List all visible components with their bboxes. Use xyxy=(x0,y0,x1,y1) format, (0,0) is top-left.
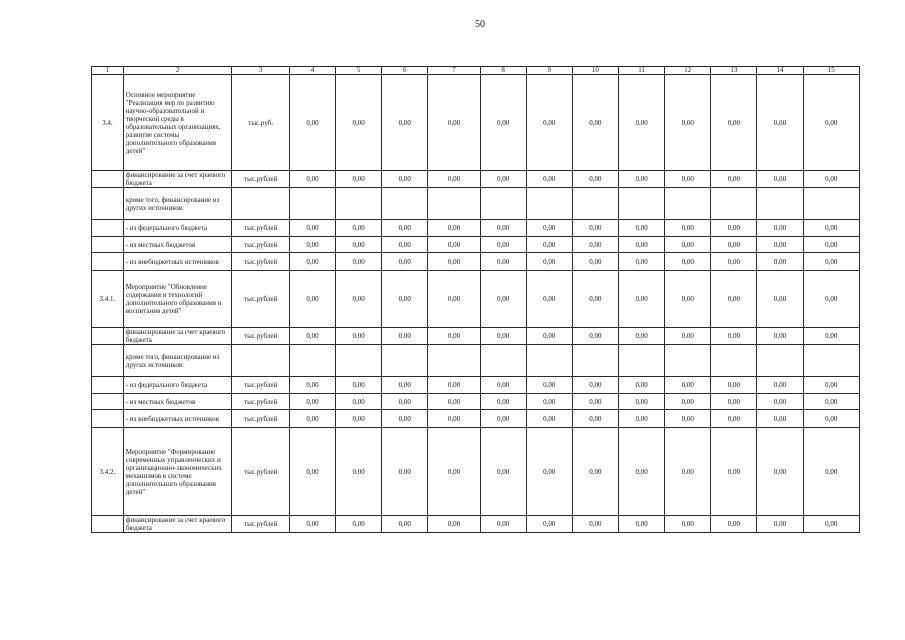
value-cell: 0,00 xyxy=(382,516,428,533)
value-cell: 0,00 xyxy=(619,516,665,533)
value-cell: 0,00 xyxy=(526,220,572,237)
value-cell: 0,00 xyxy=(480,328,526,345)
value-cell: 0,00 xyxy=(619,428,665,516)
column-header: 11 xyxy=(619,67,665,75)
value-cell: 0,00 xyxy=(619,377,665,394)
row-unit: тыс.рублей xyxy=(232,237,289,253)
value-cell: 0,00 xyxy=(665,220,711,237)
value-cell xyxy=(572,188,618,220)
value-cell xyxy=(480,345,526,377)
row-unit xyxy=(232,345,289,377)
value-cell: 0,00 xyxy=(665,410,711,428)
value-cell: 0,00 xyxy=(289,516,335,533)
value-cell: 0,00 xyxy=(711,377,757,394)
value-cell: 0,00 xyxy=(336,428,382,516)
row-name: Мероприятие "Обновление содержания и технологий дополнительного образования и воспитания детей" xyxy=(123,271,232,328)
value-cell: 0,00 xyxy=(480,171,526,188)
value-cell: 0,00 xyxy=(572,410,618,428)
value-cell: 0,00 xyxy=(757,220,803,237)
column-header: 12 xyxy=(665,67,711,75)
value-cell: 0,00 xyxy=(480,253,526,271)
value-cell: 0,00 xyxy=(336,220,382,237)
value-cell xyxy=(803,345,859,377)
value-cell xyxy=(428,188,480,220)
value-cell: 0,00 xyxy=(757,377,803,394)
row-name: Мероприятие "Формирование современных управленческих и организационно-экономических механизмов в системе дополнительного образования детей" xyxy=(123,428,232,516)
value-cell: 0,00 xyxy=(526,377,572,394)
value-cell: 0,00 xyxy=(665,328,711,345)
row-unit: тыс.руб. xyxy=(232,75,289,171)
table-row xyxy=(92,377,860,394)
value-cell: 0,00 xyxy=(572,516,618,533)
value-cell: 0,00 xyxy=(336,394,382,410)
value-cell: 0,00 xyxy=(803,253,859,271)
row-name: финансирование за счет краевого бюджета xyxy=(123,171,232,188)
value-cell: 0,00 xyxy=(526,428,572,516)
value-cell: 0,00 xyxy=(619,271,665,328)
value-cell: 0,00 xyxy=(289,220,335,237)
value-cell: 0,00 xyxy=(619,328,665,345)
value-cell: 0,00 xyxy=(382,75,428,171)
row-number xyxy=(92,237,124,253)
value-cell xyxy=(803,188,859,220)
row-number: 3.4. xyxy=(92,75,124,171)
value-cell: 0,00 xyxy=(480,237,526,253)
row-name: финансирование за счет краевого бюджета xyxy=(123,516,232,533)
page-number: 50 xyxy=(475,19,485,30)
value-cell: 0,00 xyxy=(619,237,665,253)
row-unit: тыс.рублей xyxy=(232,271,289,328)
row-number xyxy=(92,516,124,533)
column-header: 4 xyxy=(289,67,335,75)
value-cell: 0,00 xyxy=(336,75,382,171)
row-unit: тыс.рублей xyxy=(232,377,289,394)
value-cell: 0,00 xyxy=(526,237,572,253)
column-header: 13 xyxy=(711,67,757,75)
value-cell: 0,00 xyxy=(428,394,480,410)
table-row xyxy=(92,188,860,220)
table-row xyxy=(92,410,860,428)
value-cell: 0,00 xyxy=(289,237,335,253)
value-cell: 0,00 xyxy=(480,516,526,533)
value-cell xyxy=(480,188,526,220)
value-cell: 0,00 xyxy=(757,428,803,516)
value-cell: 0,00 xyxy=(428,377,480,394)
value-cell: 0,00 xyxy=(757,410,803,428)
value-cell: 0,00 xyxy=(289,253,335,271)
value-cell: 0,00 xyxy=(572,253,618,271)
value-cell xyxy=(382,188,428,220)
value-cell: 0,00 xyxy=(382,377,428,394)
value-cell: 0,00 xyxy=(711,171,757,188)
value-cell: 0,00 xyxy=(803,75,859,171)
value-cell xyxy=(336,345,382,377)
value-cell xyxy=(711,345,757,377)
row-number xyxy=(92,345,124,377)
column-header: 15 xyxy=(803,67,859,75)
value-cell: 0,00 xyxy=(711,428,757,516)
value-cell: 0,00 xyxy=(480,394,526,410)
value-cell: 0,00 xyxy=(803,271,859,328)
column-header: 5 xyxy=(336,67,382,75)
value-cell: 0,00 xyxy=(757,171,803,188)
value-cell: 0,00 xyxy=(757,394,803,410)
table-row xyxy=(92,328,860,345)
value-cell: 0,00 xyxy=(619,253,665,271)
value-cell: 0,00 xyxy=(382,394,428,410)
row-unit: тыс.рублей xyxy=(232,328,289,345)
column-header: 1 xyxy=(92,67,124,75)
column-header: 8 xyxy=(480,67,526,75)
value-cell: 0,00 xyxy=(665,171,711,188)
value-cell: 0,00 xyxy=(619,394,665,410)
value-cell: 0,00 xyxy=(665,394,711,410)
column-header: 14 xyxy=(757,67,803,75)
value-cell: 0,00 xyxy=(382,171,428,188)
value-cell: 0,00 xyxy=(757,271,803,328)
table-row xyxy=(92,516,860,533)
value-cell: 0,00 xyxy=(757,75,803,171)
row-name: - из федерального бюджета xyxy=(123,377,232,394)
row-name: финансирование за счет краевого бюджета xyxy=(123,328,232,345)
value-cell: 0,00 xyxy=(289,75,335,171)
row-unit: тыс.рублей xyxy=(232,253,289,271)
table-row xyxy=(92,171,860,188)
row-unit: тыс.рублей xyxy=(232,220,289,237)
value-cell xyxy=(428,345,480,377)
row-number: 3.4.1. xyxy=(92,271,124,328)
table-row xyxy=(92,394,860,410)
value-cell: 0,00 xyxy=(572,75,618,171)
value-cell: 0,00 xyxy=(428,253,480,271)
value-cell: 0,00 xyxy=(428,237,480,253)
value-cell: 0,00 xyxy=(572,428,618,516)
row-unit: тыс.рублей xyxy=(232,410,289,428)
value-cell: 0,00 xyxy=(572,394,618,410)
value-cell: 0,00 xyxy=(289,428,335,516)
value-cell: 0,00 xyxy=(336,328,382,345)
row-name: кроме того, финансирование из других источников: xyxy=(123,188,232,220)
row-unit: тыс.рублей xyxy=(232,394,289,410)
value-cell: 0,00 xyxy=(428,220,480,237)
value-cell xyxy=(757,188,803,220)
row-name: кроме того, финансирование из других источников: xyxy=(123,345,232,377)
value-cell: 0,00 xyxy=(336,271,382,328)
value-cell: 0,00 xyxy=(480,410,526,428)
value-cell: 0,00 xyxy=(711,516,757,533)
table-row xyxy=(92,253,860,271)
value-cell xyxy=(665,188,711,220)
value-cell: 0,00 xyxy=(711,271,757,328)
value-cell: 0,00 xyxy=(480,377,526,394)
table-body xyxy=(92,67,860,533)
value-cell: 0,00 xyxy=(572,377,618,394)
value-cell: 0,00 xyxy=(382,253,428,271)
row-name: - из федерального бюджета xyxy=(123,220,232,237)
value-cell: 0,00 xyxy=(572,237,618,253)
value-cell: 0,00 xyxy=(757,253,803,271)
value-cell: 0,00 xyxy=(572,171,618,188)
value-cell: 0,00 xyxy=(526,516,572,533)
table-row xyxy=(92,345,860,377)
value-cell: 0,00 xyxy=(382,428,428,516)
value-cell xyxy=(382,345,428,377)
value-cell: 0,00 xyxy=(526,253,572,271)
value-cell: 0,00 xyxy=(665,516,711,533)
value-cell: 0,00 xyxy=(803,410,859,428)
column-header: 7 xyxy=(428,67,480,75)
value-cell: 0,00 xyxy=(428,428,480,516)
value-cell: 0,00 xyxy=(711,237,757,253)
table-row xyxy=(92,428,860,516)
value-cell: 0,00 xyxy=(619,220,665,237)
value-cell: 0,00 xyxy=(619,171,665,188)
value-cell: 0,00 xyxy=(711,75,757,171)
value-cell: 0,00 xyxy=(665,237,711,253)
value-cell xyxy=(289,188,335,220)
table-row xyxy=(92,220,860,237)
value-cell xyxy=(619,345,665,377)
value-cell: 0,00 xyxy=(665,428,711,516)
table-row xyxy=(92,271,860,328)
row-number xyxy=(92,394,124,410)
value-cell xyxy=(526,345,572,377)
value-cell: 0,00 xyxy=(382,271,428,328)
budget-table-container xyxy=(91,66,860,533)
value-cell: 0,00 xyxy=(803,377,859,394)
budget-table xyxy=(91,66,860,533)
value-cell: 0,00 xyxy=(757,237,803,253)
table-row xyxy=(92,237,860,253)
value-cell: 0,00 xyxy=(711,253,757,271)
value-cell xyxy=(711,188,757,220)
row-number xyxy=(92,410,124,428)
value-cell: 0,00 xyxy=(480,75,526,171)
value-cell: 0,00 xyxy=(336,237,382,253)
value-cell: 0,00 xyxy=(757,516,803,533)
value-cell: 0,00 xyxy=(428,271,480,328)
value-cell: 0,00 xyxy=(665,377,711,394)
row-name: - из внебюджетных источников xyxy=(123,253,232,271)
column-number-row xyxy=(92,67,860,75)
value-cell: 0,00 xyxy=(526,328,572,345)
value-cell xyxy=(757,345,803,377)
value-cell: 0,00 xyxy=(803,171,859,188)
row-number xyxy=(92,188,124,220)
row-number xyxy=(92,220,124,237)
value-cell xyxy=(289,345,335,377)
value-cell: 0,00 xyxy=(619,410,665,428)
row-number xyxy=(92,171,124,188)
value-cell: 0,00 xyxy=(526,171,572,188)
table-row xyxy=(92,75,860,171)
value-cell xyxy=(526,188,572,220)
value-cell: 0,00 xyxy=(619,75,665,171)
value-cell: 0,00 xyxy=(480,428,526,516)
row-name: - из местных бюджетов xyxy=(123,237,232,253)
value-cell: 0,00 xyxy=(382,328,428,345)
value-cell: 0,00 xyxy=(572,220,618,237)
value-cell: 0,00 xyxy=(336,516,382,533)
value-cell xyxy=(572,345,618,377)
value-cell: 0,00 xyxy=(382,410,428,428)
value-cell: 0,00 xyxy=(289,171,335,188)
value-cell: 0,00 xyxy=(803,516,859,533)
value-cell: 0,00 xyxy=(336,410,382,428)
row-name: - из внебюджетных источников xyxy=(123,410,232,428)
value-cell: 0,00 xyxy=(711,410,757,428)
value-cell: 0,00 xyxy=(665,253,711,271)
value-cell: 0,00 xyxy=(665,271,711,328)
value-cell: 0,00 xyxy=(428,171,480,188)
column-header: 9 xyxy=(526,67,572,75)
value-cell: 0,00 xyxy=(289,271,335,328)
row-unit xyxy=(232,188,289,220)
value-cell: 0,00 xyxy=(480,220,526,237)
value-cell: 0,00 xyxy=(336,171,382,188)
value-cell: 0,00 xyxy=(289,377,335,394)
value-cell: 0,00 xyxy=(803,220,859,237)
value-cell: 0,00 xyxy=(803,328,859,345)
column-header: 6 xyxy=(382,67,428,75)
value-cell: 0,00 xyxy=(289,328,335,345)
row-number xyxy=(92,328,124,345)
row-unit: тыс.рублей xyxy=(232,428,289,516)
row-number: 3.4.2. xyxy=(92,428,124,516)
value-cell: 0,00 xyxy=(572,271,618,328)
column-header: 10 xyxy=(572,67,618,75)
value-cell: 0,00 xyxy=(526,271,572,328)
row-number xyxy=(92,377,124,394)
row-unit: тыс.рублей xyxy=(232,516,289,533)
value-cell xyxy=(619,188,665,220)
row-number xyxy=(92,253,124,271)
value-cell: 0,00 xyxy=(428,75,480,171)
column-header: 3 xyxy=(232,67,289,75)
value-cell: 0,00 xyxy=(572,328,618,345)
row-unit: тыс.рублей xyxy=(232,171,289,188)
column-header: 2 xyxy=(123,67,232,75)
row-name: Основное мероприятие "Реализация мер по развитию научно-образовательной и творческой среды в образовательных организациях, развитие системы дополнительного образования детей" xyxy=(123,75,232,171)
value-cell: 0,00 xyxy=(757,328,803,345)
value-cell: 0,00 xyxy=(336,377,382,394)
value-cell: 0,00 xyxy=(382,220,428,237)
value-cell: 0,00 xyxy=(428,516,480,533)
value-cell: 0,00 xyxy=(803,428,859,516)
value-cell xyxy=(665,345,711,377)
value-cell: 0,00 xyxy=(480,271,526,328)
value-cell: 0,00 xyxy=(428,410,480,428)
value-cell: 0,00 xyxy=(526,75,572,171)
value-cell: 0,00 xyxy=(526,394,572,410)
value-cell: 0,00 xyxy=(803,237,859,253)
value-cell: 0,00 xyxy=(711,394,757,410)
value-cell: 0,00 xyxy=(526,410,572,428)
value-cell: 0,00 xyxy=(665,75,711,171)
value-cell: 0,00 xyxy=(711,220,757,237)
value-cell: 0,00 xyxy=(382,237,428,253)
value-cell: 0,00 xyxy=(289,410,335,428)
value-cell xyxy=(336,188,382,220)
value-cell: 0,00 xyxy=(428,328,480,345)
value-cell: 0,00 xyxy=(803,394,859,410)
row-name: - из местных бюджетов xyxy=(123,394,232,410)
value-cell: 0,00 xyxy=(711,328,757,345)
value-cell: 0,00 xyxy=(289,394,335,410)
value-cell: 0,00 xyxy=(336,253,382,271)
